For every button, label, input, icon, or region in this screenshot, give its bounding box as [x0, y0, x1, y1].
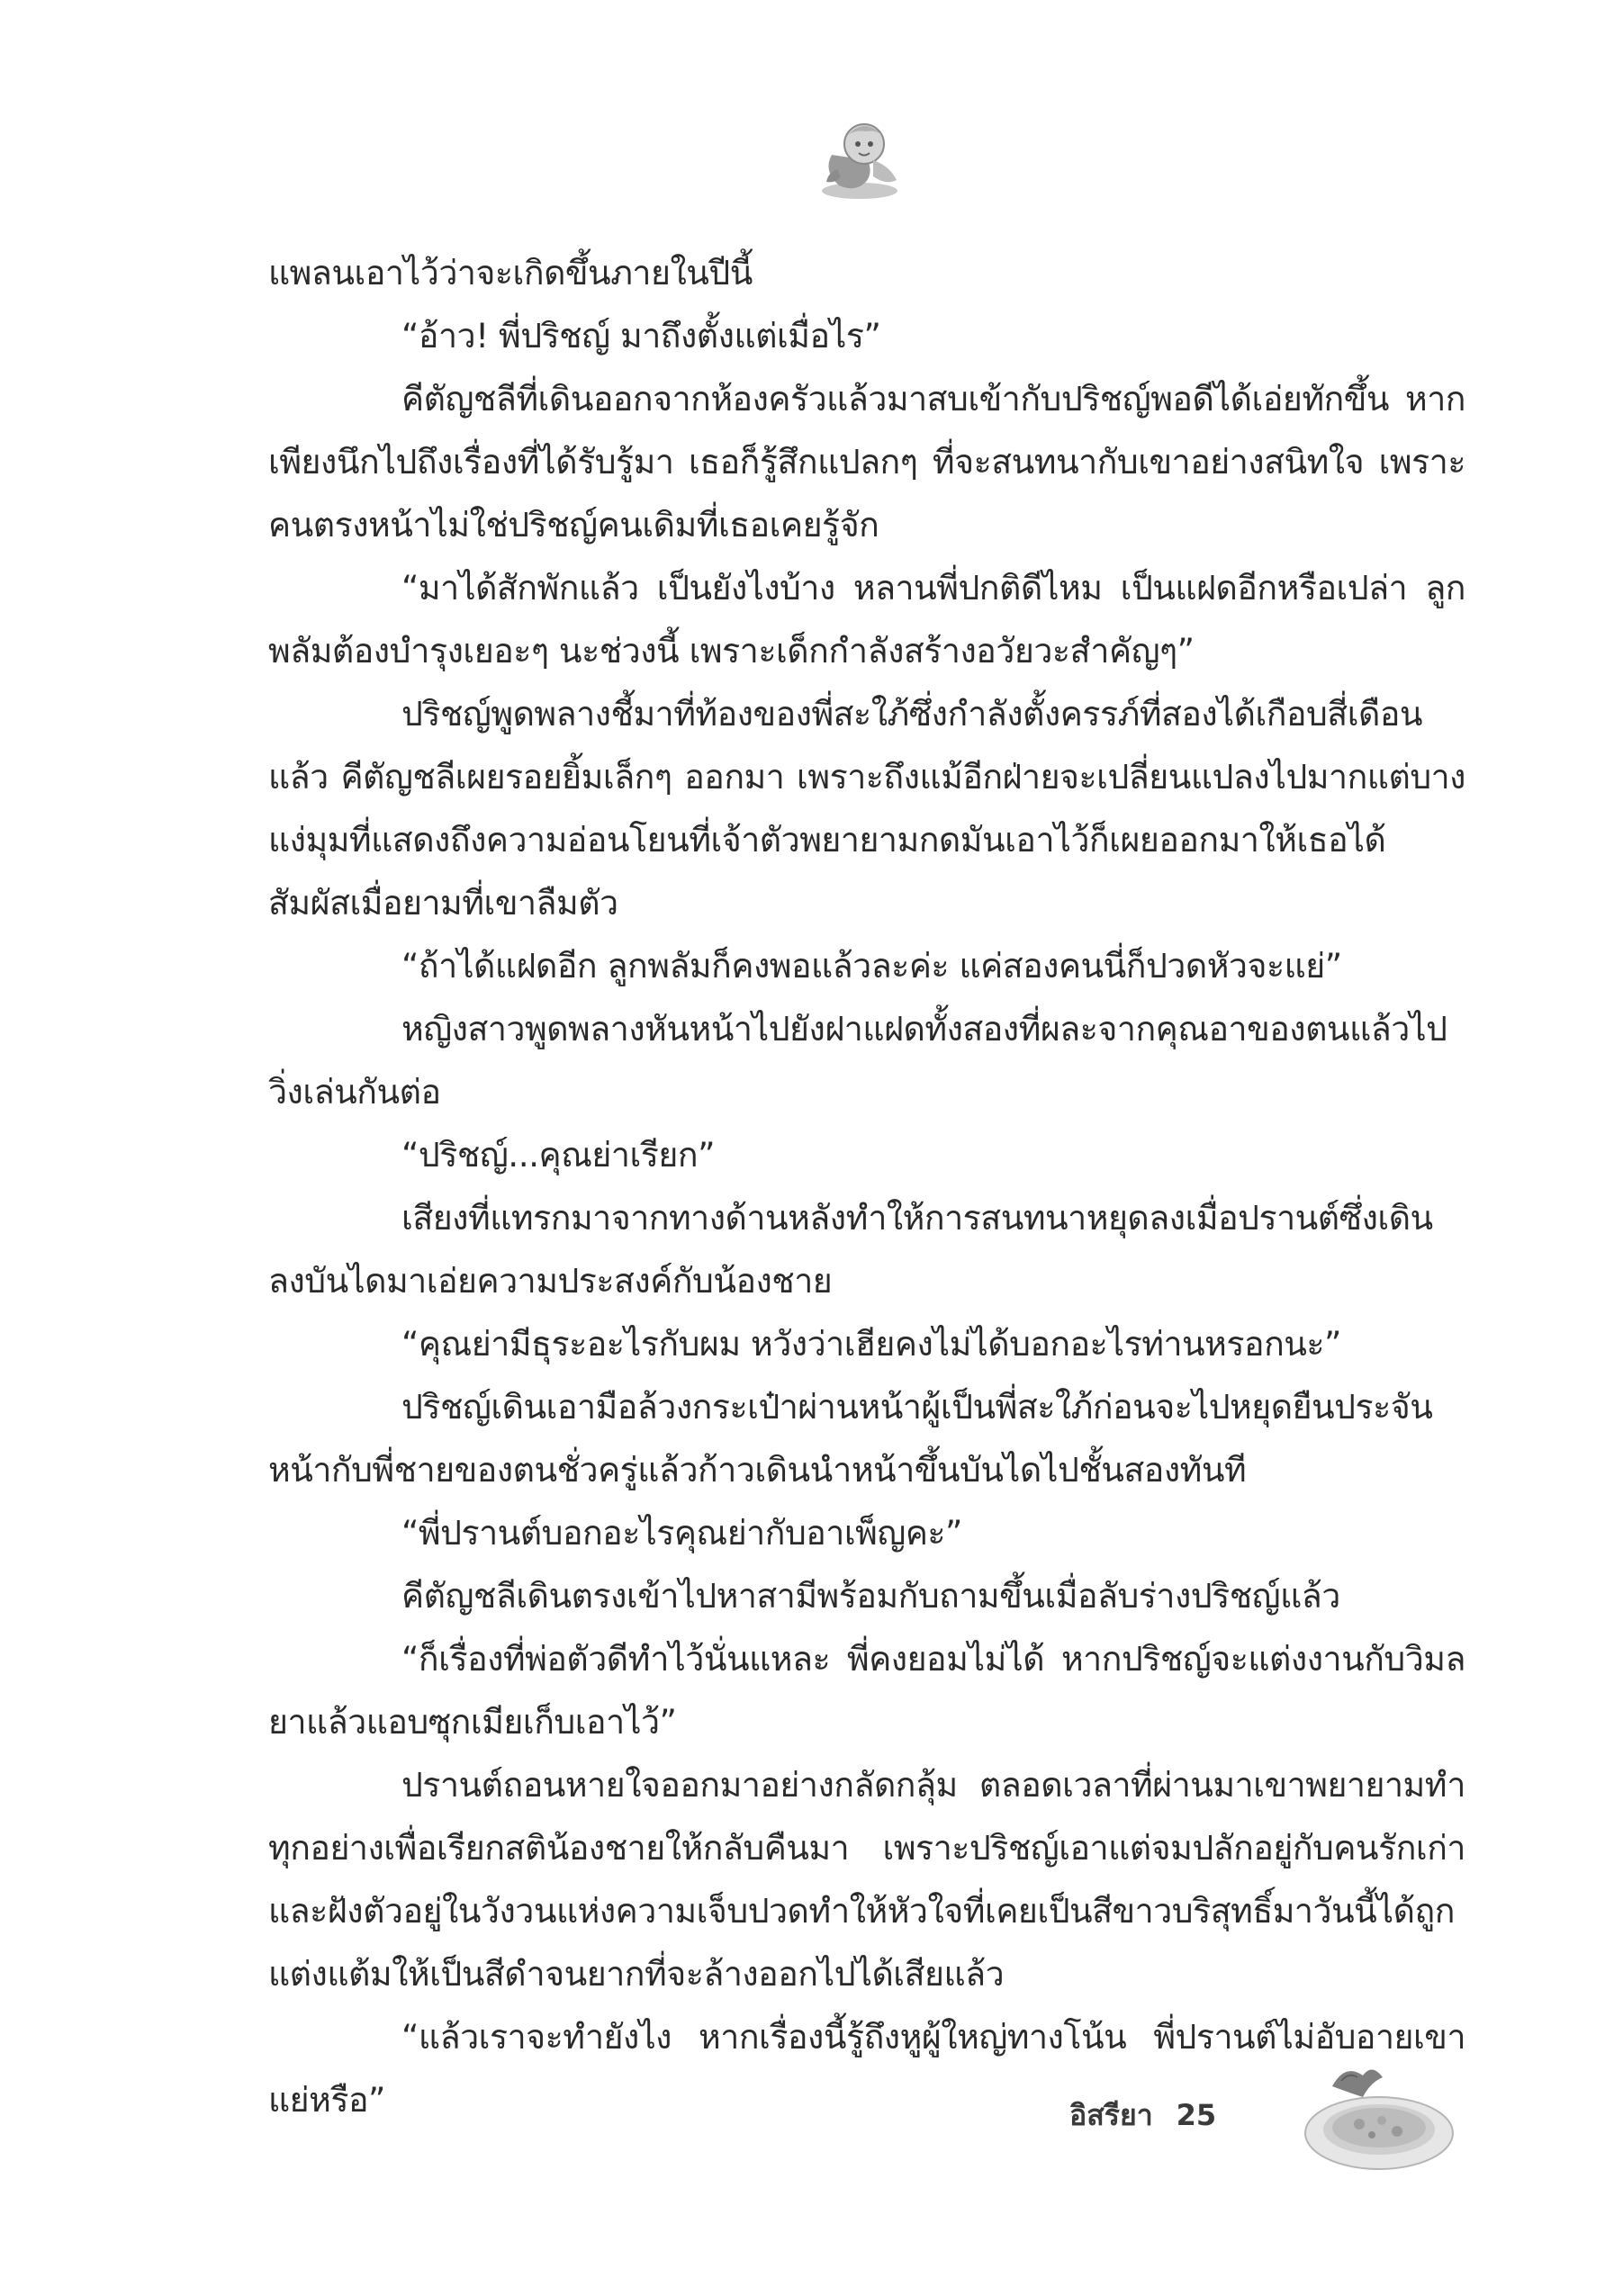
cartoon-character-icon — [810, 115, 909, 205]
paragraph: “คุณย่ามีธุระอะไรกับผม หวังว่าเฮียคงไม่ได้บอกอะไรท่านหรอกนะ” — [401, 1324, 1341, 1364]
page-number: 25 — [1176, 2098, 1217, 2132]
paragraph: ปริชญ์เดินเอามือล้วงกระเป๋าผ่านหน้าผู้เป็นพี่สะใภ้ก่อนจะไปหยุดยืนประจันหน้ากับพี่ชายของตนชั่วครู่แล้วก้าวเดินนำหน้าขึ้นบันไดไปชั้นสองทันที — [268, 1387, 1433, 1490]
paragraph: ปริชญ์พูดพลางชี้มาที่ท้องของพี่สะใภ้ซึ่งกำลังตั้งครรภ์ที่สองได้เกือบสี่เดือนแล้ว คีตัญชลีเผยรอยยิ้มเล็กๆ ออกมา เพราะถึงแม้อีกฝ่ายจะเปลี่ยนแปลงไปมากแต่บางแง่มุมที่แสดงถึงความอ่อนโยนที่เจ้าตัวพยายามกดมันเอาไว้ก็เผยออกมาให้เธอได้สัมผัสเมื่อยามที่เขาลืมตัว — [268, 694, 1465, 923]
paragraph: “อ้าว! พี่ปริชญ์ มาถึงตั้งแต่เมื่อไร” — [401, 316, 881, 356]
paragraph: คีตัญชลีเดินตรงเข้าไปหาสามีพร้อมกับถามขึ้นเมื่อลับร่างปริชญ์แล้ว — [401, 1576, 1340, 1616]
page-footer — [1069, 2088, 1216, 2142]
paragraph: “พี่ปรานต์บอกอะไรคุณย่ากับอาเพ็ญคะ” — [401, 1513, 962, 1553]
paragraph: คีตัญชลีที่เดินออกจากห้องครัวแล้วมาสบเข้ากับปริชญ์พอดีได้เอ่ยทักขึ้น หากเพียงนึกไปถึงเรื่องที่ได้รับรู้มา เธอก็รู้สึกแปลกๆ ที่จะสนทนากับเขาอย่างสนิทใจ เพราะคนตรงหน้าไม่ใช่ปริชญ์คนเดิมที่เธอเคยรู้จัก — [268, 379, 1465, 545]
paragraph: “ถ้าได้แฝดอีก ลูกพลัมก็คงพอแล้วละค่ะ แค่สองคนนี่ก็ปวดหัวจะแย่” — [401, 946, 1342, 986]
story-body — [268, 241, 1465, 2131]
paragraph: แพลนเอาไว้ว่าจะเกิดขึ้นภายในปีนี้ — [268, 253, 753, 293]
paragraph: ปรานต์ถอนหายใจออกมาอย่างกลัดกลุ้ม ตลอดเวลาที่ผ่านมาเขาพยายามทำทุกอย่างเพื่อเรียกสติน้องชายให้กลับคืนมา เพราะปริชญ์เอาแต่จมปลักอยู่กับคนรักเก่าและฝังตัวอยู่ในวังวนแห่งความเจ็บปวดทำให้หัวใจที่เคยเป็นสีขาวบริสุทธิ์มาวันนี้ได้ถูกแต่งแต้มให้เป็นสีดำจนยากที่จะล้างออกไปได้เสียแล้ว — [268, 1765, 1465, 1994]
paragraph: “มาได้สักพักแล้ว เป็นยังไงบ้าง หลานพี่ปกติดีไหม เป็นแฝดอีกหรือเปล่า ลูกพลัมต้องบำรุงเยอะๆ นะช่วงนี้ เพราะเด็กกำลังสร้างอวัยวะสำคัญๆ” — [268, 568, 1465, 671]
paragraph: หญิงสาวพูดพลางหันหน้าไปยังฝาแฝดทั้งสองที่ผละจากคุณอาของตนแล้วไปวิ่งเล่นกันต่อ — [268, 1009, 1447, 1112]
food-plate-icon — [1296, 2050, 1458, 2176]
paragraph: “ปริชญ์...คุณย่าเรียก” — [401, 1135, 716, 1175]
book-title: อิสรียา — [1069, 2097, 1153, 2132]
paragraph: “แล้วเราจะทำยังไง หากเรื่องนี้รู้ถึงหูผู้ใหญ่ทางโน้น พี่ปรานต์ไม่อับอายเขาแย่หรือ” — [268, 2017, 1465, 2120]
paragraph: เสียงที่แทรกมาจากทางด้านหลังทำให้การสนทนาหยุดลงเมื่อปรานต์ซึ่งเดินลงบันไดมาเอ่ยความประสงค์กับน้องชาย — [268, 1198, 1433, 1301]
paragraph: “ก็เรื่องที่พ่อตัวดีทำไว้นั่นแหละ พี่คงยอมไม่ได้ หากปริชญ์จะแต่งงานกับวิมลยาแล้วแอบซุกเมียเก็บเอาไว้” — [268, 1639, 1465, 1742]
